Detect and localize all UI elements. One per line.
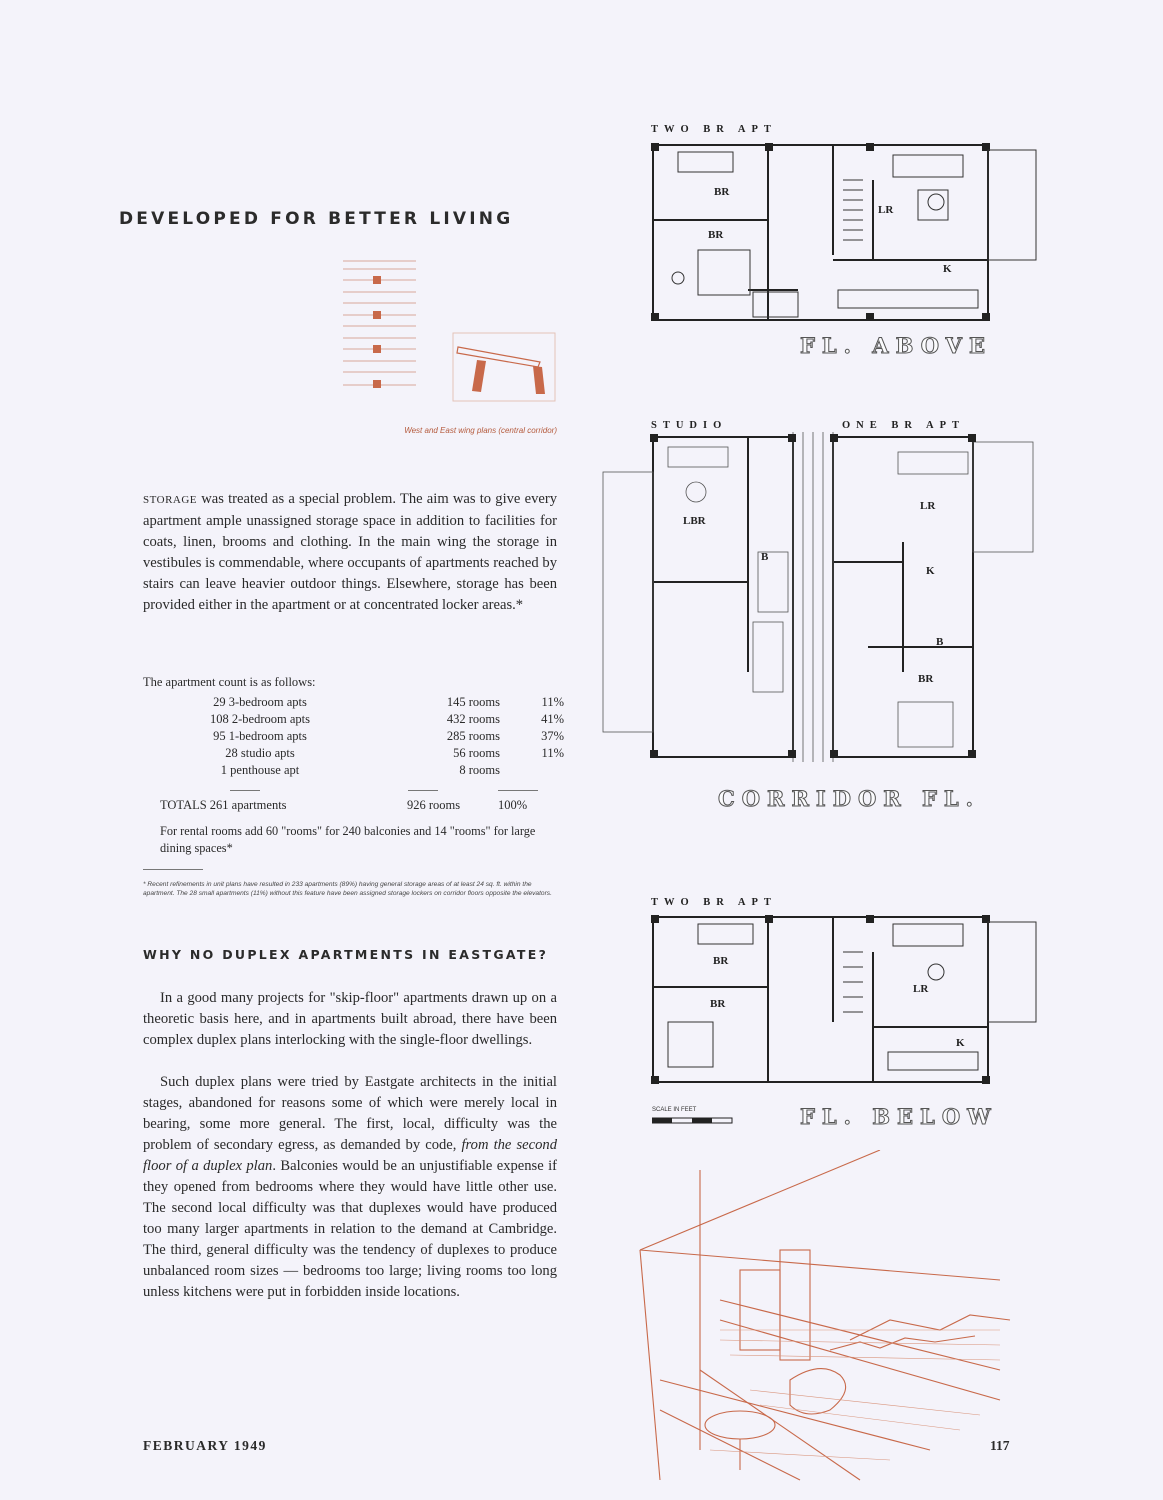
apt-type: 108 2-bedroom apts [210, 712, 310, 726]
count-intro: The apartment count is as follows: [143, 675, 316, 689]
divider [230, 790, 260, 791]
scale-label: SCALE IN FEET [652, 1107, 697, 1113]
apt-pct [500, 762, 564, 779]
page-number: 117 [990, 1438, 1010, 1453]
section-heading: WHY NO DUPLEX APARTMENTS IN EASTGATE? [143, 947, 549, 962]
floor-plan-below [648, 912, 1043, 1092]
table-row [160, 745, 564, 762]
table-row [160, 694, 564, 711]
totals-pct: 100% [498, 798, 528, 812]
room-label: BR [710, 998, 726, 1010]
room-label: LR [913, 983, 929, 995]
room-label: LBR [683, 515, 706, 527]
plan-label-top: TWO BR APT [651, 124, 777, 135]
divider [408, 790, 438, 791]
room-label: K [926, 565, 935, 577]
storage-text: was treated as a special problem. The aim was to give every apartment ample unassigned storage space in addition to facilities for coats, linen, brooms and clothing. In the main wing the storage in vestibules is commendable, where occupants of apartments reached by stairs can leave heavier outdoor things. Elsewhere, storage has been provided either in the apartment or at concentrated locker areas.* [143, 491, 557, 613]
wing-diagram [340, 255, 560, 405]
table-row [160, 728, 564, 745]
why-text-a: Such duplex plans were tried by Eastgate architects in the initial stages, abandoned for reasons some of which were merely local in bearing, some more general. The first, local, difficulty was the problem of secondary egress, as demanded by code, [143, 1074, 557, 1153]
apt-type: 29 3-bedroom apts [213, 695, 307, 709]
room-label: BR [714, 186, 730, 198]
room-label: LR [920, 500, 936, 512]
room-label: BR [713, 955, 729, 967]
apt-pct: 37% [541, 729, 564, 743]
room-label: K [943, 263, 952, 275]
totals-label: TOTALS 261 apartments [160, 798, 287, 812]
apartment-count-table [160, 694, 564, 779]
scale-bar [652, 1116, 742, 1130]
floor-label-corridor: CORRIDOR FL. [718, 786, 980, 811]
apt-rooms: 56 rooms [453, 746, 500, 760]
table-row [160, 762, 564, 779]
floor-label-below: FL. BELOW [800, 1104, 998, 1129]
apt-rooms: 8 rooms [459, 763, 500, 777]
diagram-caption: West and East wing plans (central corridor) [404, 426, 557, 435]
room-label: BR [918, 673, 934, 685]
page-title: DEVELOPED FOR BETTER LIVING [119, 209, 514, 229]
balcony-illustration [600, 1150, 1020, 1485]
room-label: LR [878, 204, 894, 216]
why-text-b: . Balconies would be an unjustifiable expense if they opened from bedrooms where they would have little other use. The second local difficulty was that duplexes would have produced too many larger apartments in relation to the demand at Cambridge. The third, general difficulty was the tendency of duplexes to produce unbalanced room sizes — bedrooms too large; living rooms too long unless kitchens were put in forbidden inside locations. [143, 1158, 557, 1300]
storage-paragraph [143, 489, 557, 616]
apt-type: 1 penthouse apt [220, 763, 300, 777]
apt-pct: 11% [541, 695, 564, 709]
room-label: B [936, 636, 944, 648]
apt-pct: 11% [541, 746, 564, 760]
why-paragraph-2 [143, 1072, 557, 1303]
footnote-divider [143, 869, 203, 870]
apt-pct: 41% [541, 712, 564, 726]
storage-lead: STORAGE [143, 494, 198, 506]
plan-label-studio: STUDIO [651, 420, 728, 431]
apt-rooms: 285 rooms [446, 729, 500, 743]
plan-label-one-br: ONE BR APT [842, 420, 966, 431]
room-label: K [956, 1037, 965, 1049]
footer-date: FEBRUARY 1949 [143, 1438, 267, 1453]
floor-label-above: FL. ABOVE [800, 333, 992, 358]
why-paragraph-1: In a good many projects for "skip-floor" apartments drawn up on a theoretic basis here, and in apartments built abroad, there have been complex duplex plans interlocking with the single-floor dwellings. [143, 990, 557, 1048]
apt-rooms: 145 rooms [446, 695, 500, 709]
floor-plan-corridor [598, 432, 1048, 767]
room-label: BR [708, 229, 724, 241]
table-row [160, 711, 564, 728]
floor-plan-above [648, 140, 1043, 330]
apt-rooms: 432 rooms [446, 712, 500, 726]
room-label: B [761, 551, 769, 563]
divider [498, 790, 538, 791]
apt-type: 28 studio apts [225, 746, 295, 760]
apt-type: 95 1-bedroom apts [213, 729, 307, 743]
footnote: * Recent refinements in unit plans have resulted in 233 apartments (89%) having general storage areas of at least 24 sq. ft. within the apartment. The 28 small apartments (11%) without this feature have been assigned storage lockers on corridor floors opposite the elevators. [143, 881, 552, 897]
rental-note: For rental rooms add 60 "rooms" for 240 balconies and 14 "rooms" for large dining spaces* [160, 824, 536, 855]
totals-rooms: 926 rooms [407, 798, 461, 812]
why-emphasis: from the second floor of a duplex plan [143, 1137, 557, 1174]
plan-label-bottom: TWO BR APT [651, 897, 777, 908]
